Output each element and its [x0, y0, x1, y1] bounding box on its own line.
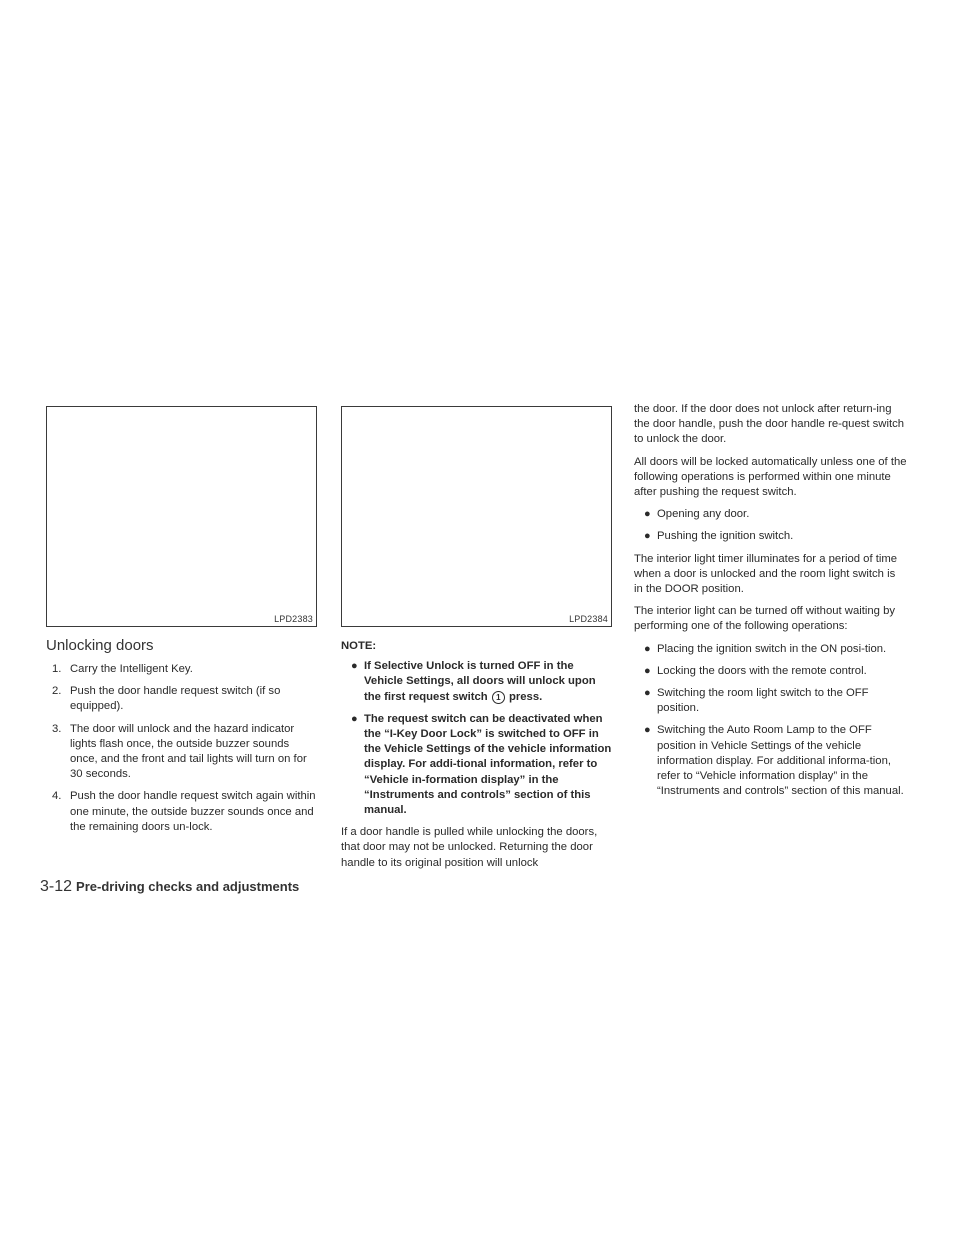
list-item-text: Opening any door.: [657, 508, 750, 521]
figure-lpd2383: [46, 406, 317, 627]
step-text: Carry the Intelligent Key.: [70, 663, 193, 675]
list-item: [634, 686, 907, 716]
callout-marker: 1: [492, 691, 505, 704]
bullet-dot: ●: [644, 642, 651, 655]
paragraph: the door. If the door does not unlock after return-ing the door handle, push the door handle re-quest switch to unlock the door.: [634, 403, 905, 446]
step-item: [46, 662, 317, 677]
list-item-text: Switching the room light switch to the OFF position.: [657, 687, 869, 715]
list-item: [634, 664, 907, 679]
page-footer: [40, 878, 299, 896]
step-number: 4.: [52, 790, 62, 803]
list-item: [634, 507, 907, 522]
list-item: [634, 529, 907, 544]
step-number: 1.: [52, 663, 62, 675]
list-item-text: Pushing the ignition switch.: [657, 530, 794, 543]
list-item-text: Switching the Auto Room Lamp to the OFF position in Vehicle Settings of the vehicle information display. For additional informa-tion, refer to “Vehicle information display” in the “Instruments and controls” section of this manual.: [657, 724, 904, 798]
note-bullet-text: If Selective Unlock is turned OFF in the Vehicle Settings, all doors will unlock upon the first request switch: [364, 660, 596, 703]
steps-list: [46, 662, 317, 842]
note-bullet-text-end: press.: [508, 690, 543, 703]
section-heading: Unlocking doors: [46, 637, 154, 654]
step-item: [46, 684, 317, 714]
figure-lpd2384: [341, 406, 612, 627]
step-number: 2.: [52, 685, 62, 698]
paragraph: The interior light can be turned off without waiting by performing one of the following operations:: [634, 605, 896, 633]
bullet-dot: ●: [644, 508, 651, 521]
step-number: 3.: [52, 722, 62, 735]
step-text: Push the door handle request switch (if so equipped).: [70, 685, 281, 713]
paragraph: If a door handle is pulled while unlocking the doors, that door may not be unlocked. Returning the door handle to its original position will unlock: [341, 826, 598, 869]
step-text: Push the door handle request switch again within one minute, the outside buzzer sounds once and the remaining doors un-lock.: [70, 790, 316, 833]
bullet-dot: ●: [644, 687, 651, 700]
list-item-text: Placing the ignition switch in the ON posi-tion.: [657, 642, 887, 655]
note-bullet-text: The request switch can be deactivated when the “I-Key Door Lock” is switched to OFF in the Vehicle Settings of the vehicle information display. For addi-tional information, refer to “Vehicle in-formation display” in the “Instruments and controls” section of this manual.: [364, 712, 612, 817]
page-number: 3-12: [40, 878, 73, 895]
list-item-text: Locking the doors with the remote control.: [657, 664, 867, 677]
step-item: [46, 789, 317, 835]
note-bullet: [341, 659, 612, 705]
note-label: NOTE:: [341, 640, 377, 652]
bullet-dot: ●: [644, 664, 651, 677]
right-column: [634, 402, 907, 806]
bullet-dot: ●: [644, 530, 651, 543]
bullet-dot: ●: [351, 712, 358, 725]
figure-label: LPD2383: [274, 614, 313, 624]
paragraph: The interior light timer illuminates for a period of time when a door is unlocked and the room light switch is in the DOOR position.: [634, 552, 898, 596]
step-text: The door will unlock and the hazard indicator lights flash once, the outside buzzer sounds once, and the front and tail lights will turn on for 30 seconds.: [70, 722, 307, 781]
paragraph: All doors will be locked automatically unless one of the following operations is performed within one minute after pushing the request switch.: [634, 455, 907, 499]
footer-section-title: Pre-driving checks and adjustments: [76, 879, 300, 894]
note-column: [341, 639, 612, 878]
list-item: [634, 723, 907, 799]
step-item: [46, 722, 317, 783]
list-item: [634, 642, 907, 657]
figure-label: LPD2384: [569, 614, 608, 624]
bullet-dot: ●: [351, 660, 358, 673]
note-bullet: [341, 712, 612, 818]
bullet-dot: ●: [644, 724, 651, 737]
